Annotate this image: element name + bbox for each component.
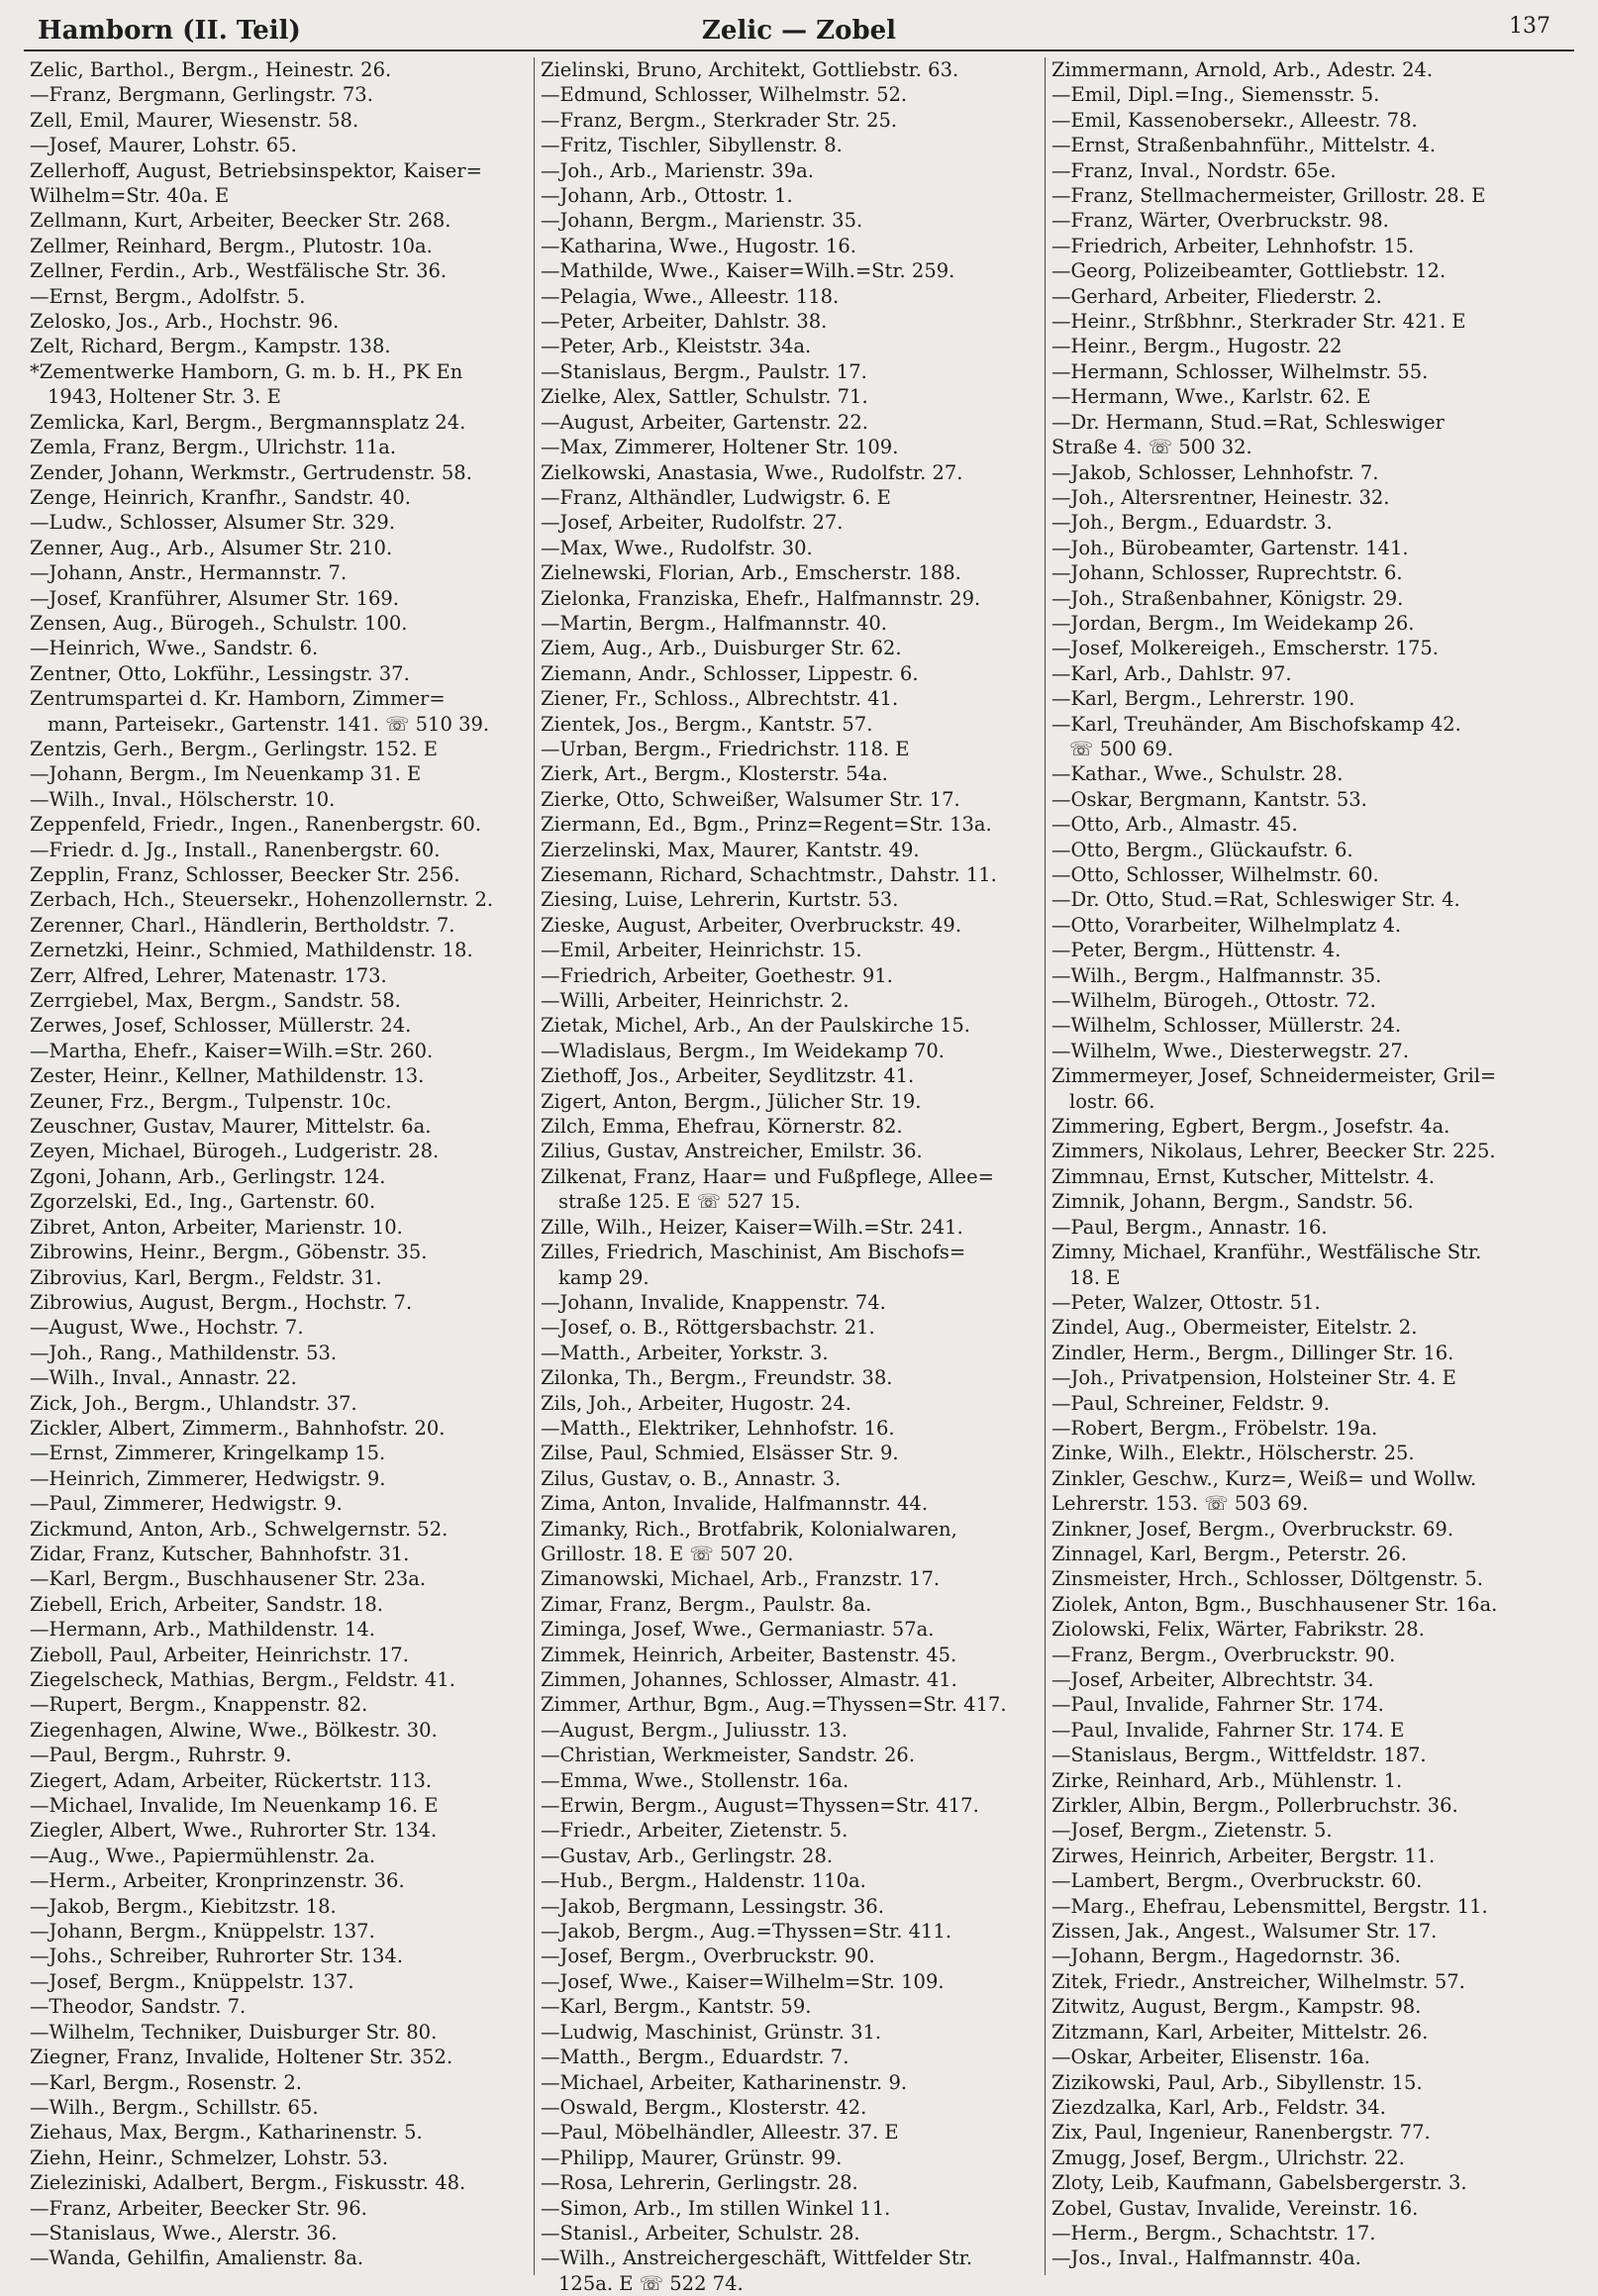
directory-entry: Zigert, Anton, Bergm., Jülicher Str. 19. [541, 1089, 922, 1113]
directory-entry: —Wilhelm, Wwe., Diesterwegstr. 27. [1051, 1039, 1410, 1062]
directory-entry: Zinsmeister, Hrch., Schlosser, Döltgenstr. 5. [1051, 1567, 1483, 1591]
directory-entry: —Matth., Elektriker, Lehnhofstr. 16. [541, 1416, 895, 1440]
directory-entry: Zemlicka, Karl, Bergm., Bergmannsplatz 24. [30, 410, 466, 434]
directory-entry: Zieleziniski, Adalbert, Bergm., Fiskusstr. 48. [30, 2171, 466, 2195]
directory-entry: —Peter, Bergm., Hüttenstr. 4. [1051, 939, 1342, 962]
directory-entry: Zilse, Paul, Schmied, Elsässer Str. 9. [541, 1442, 899, 1465]
directory-entry: Zerr, Alfred, Lehrer, Matenastr. 173. [30, 963, 387, 987]
directory-entry: Zimanowski, Michael, Arb., Franzstr. 17. [541, 1567, 941, 1591]
directory-entry: Ziener, Fr., Schloss., Albrechtstr. 41. [541, 687, 899, 711]
directory-entry: Zindler, Herm., Bergm., Dillinger Str. 16. [1051, 1341, 1454, 1364]
directory-entry: —Otto, Bergm., Glückaufstr. 6. [1051, 838, 1353, 861]
directory-entry: Zimmek, Heinrich, Arbeiter, Bastenstr. 45. [541, 1643, 957, 1666]
directory-entry: Zirke, Reinhard, Arb., Mühlenstr. 1. [1051, 1768, 1403, 1792]
directory-entry: —Friedrich, Arbeiter, Goethestr. 91. [541, 963, 893, 987]
directory-entry: —Peter, Arbeiter, Dahlstr. 38. [541, 310, 828, 334]
directory-entry: —Robert, Bergm., Fröbelstr. 19a. [1051, 1416, 1378, 1440]
directory-entry: —Rosa, Lehrerin, Gerlingstr. 28. [541, 2171, 858, 2195]
directory-entry: Zellerhoff, August, Betriebsinspektor, Kaiser= [30, 158, 482, 182]
directory-entry: Zilles, Friedrich, Maschinist, Am Bischofs= [541, 1241, 966, 1264]
directory-entry: —Karl, Arb., Dahlstr. 97. [1051, 661, 1292, 685]
directory-entry: —Josef, Arbeiter, Rudolfstr. 27. [541, 511, 844, 535]
directory-entry: —Michael, Arbeiter, Katharinenstr. 9. [541, 2070, 908, 2094]
directory-entry: Zilch, Emma, Ehefrau, Körnerstr. 82. [541, 1115, 903, 1139]
directory-entry: —Emma, Wwe., Stollenstr. 16a. [541, 1768, 849, 1792]
directory-entry: Ziehn, Heinr., Schmelzer, Lohstr. 53. [30, 2146, 389, 2169]
directory-entry: —Jakob, Bergmann, Lessingstr. 36. [541, 1894, 884, 1918]
directory-entry: —Josef, o. B., Röttgersbachstr. 21. [541, 1316, 875, 1340]
directory-entry: Zielnewski, Florian, Arb., Emscherstr. 188. [541, 561, 961, 585]
directory-entry: —Joh., Rang., Mathildenstr. 53. [30, 1341, 338, 1364]
directory-entry: —Paul, Invalide, Fahrner Str. 174. E [1051, 1718, 1405, 1742]
directory-entry: —Otto, Vorarbeiter, Wilhelmplatz 4. [1051, 913, 1402, 937]
directory-entry: —Franz, Bergm., Overbruckstr. 90. [1051, 1643, 1396, 1666]
directory-entry: —Joh., Altersrentner, Heinestr. 32. [1051, 485, 1390, 509]
directory-entry: Zimmen, Johannes, Schlosser, Almastr. 41. [541, 1668, 957, 1691]
directory-entry: —Jos., Inval., Halfmannstr. 40a. [1051, 2246, 1361, 2270]
directory-entry: —Oswald, Bergm., Klosterstr. 42. [541, 2095, 867, 2119]
directory-entry: —Oskar, Bergmann, Kantstr. 53. [1051, 787, 1367, 811]
directory-entry: —Wilh., Inval., Hölscherstr. 10. [30, 787, 336, 811]
directory-entry: —Johann, Anstr., Hermannstr. 7. [30, 561, 348, 585]
directory-entry: —Michael, Invalide, Im Neuenkamp 16. E [30, 1794, 439, 1818]
directory-entry: —Franz, Bergm., Sterkrader Str. 25. [541, 108, 898, 132]
directory-entry: Zitzmann, Karl, Arbeiter, Mittelstr. 26. [1051, 2020, 1429, 2044]
directory-entry: Zilus, Gustav, o. B., Annastr. 3. [541, 1466, 842, 1490]
directory-entry: Zentzis, Gerh., Bergm., Gerlingstr. 152. E [30, 737, 438, 760]
directory-entry: 125a. E ☏ 522 74. [558, 2271, 744, 2295]
directory-entry: Zieske, August, Arbeiter, Overbruckstr. 49. [541, 913, 962, 937]
directory-entry: —Edmund, Schlosser, Wilhelmstr. 52. [541, 83, 908, 107]
directory-entry: Zloty, Leib, Kaufmann, Gabelsbergerstr. 3. [1051, 2171, 1467, 2195]
column-1 [24, 57, 535, 2275]
directory-entry: —Simon, Arb., Im stillen Winkel 11. [541, 2196, 891, 2220]
directory-entry: —Aug., Wwe., Papiermühlenstr. 2a. [30, 1844, 376, 1867]
directory-entry: —Peter, Arb., Kleiststr. 34a. [541, 335, 812, 358]
directory-entry: Zimmnau, Ernst, Kutscher, Mittelstr. 4. [1051, 1164, 1436, 1188]
directory-entry: —Josef, Molkereigeh., Emscherstr. 175. [1051, 637, 1440, 660]
directory-entry: Zizikowski, Paul, Arb., Sibyllenstr. 15. [1051, 2070, 1423, 2094]
directory-entry: Zgorzelski, Ed., Ing., Gartenstr. 60. [30, 1190, 376, 1214]
directory-entry: —Stanisl., Arbeiter, Schulstr. 28. [541, 2221, 860, 2245]
directory-entry: Zeyen, Michael, Bürogeh., Ludgeristr. 28. [30, 1140, 440, 1163]
directory-entry: —Franz, Arbeiter, Beecker Str. 96. [30, 2196, 367, 2220]
directory-entry: Ziegelscheck, Mathias, Bergm., Feldstr. 41. [30, 1668, 455, 1691]
directory-entry: —Emil, Dipl.=Ing., Siemensstr. 5. [1051, 83, 1380, 107]
directory-entry: Ziem, Aug., Arb., Duisburger Str. 62. [541, 637, 902, 660]
directory-entry: Zibret, Anton, Arbeiter, Marienstr. 10. [30, 1215, 403, 1239]
directory-entry: —Mathilde, Wwe., Kaiser=Wilh.=Str. 259. [541, 259, 955, 283]
directory-entry: —Katharina, Wwe., Hugostr. 16. [541, 234, 856, 257]
directory-entry: Zelt, Richard, Bergm., Kampstr. 138. [30, 335, 391, 358]
directory-entry: —Ludwig, Maschinist, Grünstr. 31. [541, 2020, 882, 2044]
directory-entry: —Wilh., Bergm., Halfmannstr. 35. [1051, 963, 1382, 987]
directory-entry: Straße 4. ☏ 500 32. [1051, 436, 1252, 459]
directory-entry: Zimmermeyer, Josef, Schneidermeister, Gril= [1051, 1064, 1497, 1088]
directory-entry: Zender, Johann, Werkmstr., Gertrudenstr. 58. [30, 460, 472, 484]
directory-entry: Zibrovius, Karl, Bergm., Feldstr. 31. [30, 1265, 382, 1289]
directory-entry: —Heinr., Bergm., Hugostr. 22 [1051, 335, 1343, 358]
directory-entry: —Wilh., Bergm., Schillstr. 65. [30, 2095, 319, 2119]
directory-entry: Ziermann, Ed., Bgm., Prinz=Regent=Str. 13a. [541, 813, 992, 837]
directory-entry: —Georg, Polizeibeamter, Gottliebstr. 12. [1051, 259, 1447, 283]
directory-entry: Zenge, Heinrich, Kranfhr., Sandstr. 40. [30, 485, 411, 509]
directory-entry: —Matth., Bergm., Eduardstr. 7. [541, 2046, 849, 2069]
directory-entry: Wilhelm=Str. 40a. E [30, 184, 230, 208]
column-3 [1046, 57, 1556, 2275]
directory-entry: —Johann, Bergm., Hagedornstr. 36. [1051, 1945, 1401, 1968]
directory-entry: Zinkler, Geschw., Kurz=, Weiß= und Wollw. [1051, 1466, 1477, 1490]
directory-entry: —Matth., Arbeiter, Yorkstr. 3. [541, 1341, 829, 1364]
directory-entry: —Josef, Arbeiter, Albrechtstr. 34. [1051, 1668, 1374, 1691]
directory-entry: —Franz, Stellmachermeister, Grillostr. 28. E [1051, 184, 1486, 208]
directory-entry: —Hermann, Schlosser, Wilhelmstr. 55. [1051, 359, 1429, 383]
directory-entry: —Franz, Wärter, Overbruckstr. 98. [1051, 209, 1389, 233]
directory-entry: Zepplin, Franz, Schlosser, Beecker Str. 256. [30, 863, 460, 886]
directory-entry: Zobel, Gustav, Invalide, Vereinstr. 16. [1051, 2196, 1419, 2220]
directory-entry: —Jakob, Schlosser, Lehnhofstr. 7. [1051, 460, 1379, 484]
directory-entry: —Martin, Bergm., Halfmannstr. 40. [541, 611, 887, 635]
directory-entry: —Josef, Bergm., Zietenstr. 5. [1051, 1819, 1333, 1843]
directory-entry: —Heinrich, Wwe., Sandstr. 6. [30, 637, 319, 660]
directory-entry: —Karl, Bergm., Kantstr. 59. [541, 1995, 812, 2019]
directory-entry: Zietak, Michel, Arb., An der Paulskirche 15. [541, 1014, 970, 1038]
directory-entry: —Paul, Invalide, Fahrner Str. 174. [1051, 1693, 1384, 1717]
directory-entry: —Emil, Arbeiter, Heinrichstr. 15. [541, 939, 862, 962]
directory-entry: Zierzelinski, Max, Maurer, Kantstr. 49. [541, 838, 920, 861]
directory-entry: —Johann, Bergm., Knüppelstr. 137. [30, 1920, 375, 1944]
directory-entry: —August, Bergm., Juliusstr. 13. [541, 1718, 849, 1742]
directory-entry: Zellmer, Reinhard, Bergm., Plutostr. 10a. [30, 234, 433, 257]
directory-entry: —Franz, Bergmann, Gerlingstr. 73. [30, 83, 373, 107]
directory-entry: —Wilhelm, Techniker, Duisburger Str. 80. [30, 2020, 438, 2044]
directory-entry: —Fritz, Tischler, Sibyllenstr. 8. [541, 134, 843, 157]
directory-entry: Zielke, Alex, Sattler, Schulstr. 71. [541, 385, 868, 409]
directory-entry: Ziolek, Anton, Bgm., Buschhausener Str. 16a. [1051, 1592, 1498, 1616]
directory-entry: —Max, Wwe., Rudolfstr. 30. [541, 536, 813, 559]
directory-entry: —Ernst, Straßenbahnführ., Mittelstr. 4. [1051, 134, 1437, 157]
directory-entry: —Gustav, Arb., Gerlingstr. 28. [541, 1844, 834, 1867]
directory-entry: —Stanislaus, Wwe., Alerstr. 36. [30, 2221, 338, 2245]
directory-entry: —Johann, Bergm., Marienstr. 35. [541, 209, 863, 233]
directory-entry: *Zementwerke Hamborn, G. m. b. H., PK En [30, 359, 463, 383]
directory-entry: straße 125. E ☏ 527 15. [558, 1190, 801, 1214]
directory-entry: Zelic, Barthol., Bergm., Heinestr. 26. [30, 58, 392, 81]
directory-entry: Ziethoff, Jos., Arbeiter, Seydlitzstr. 41. [541, 1064, 915, 1088]
directory-entry: Zell, Emil, Maurer, Wiesenstr. 58. [30, 108, 359, 132]
directory-entry: Zeuschner, Gustav, Maurer, Mittelstr. 6a. [30, 1115, 432, 1139]
directory-entry: —Theodor, Sandstr. 7. [30, 1995, 247, 2019]
directory-entry: Ziehaus, Max, Bergm., Katharinenstr. 5. [30, 2121, 423, 2145]
directory-entry: —Jakob, Bergm., Kiebitzstr. 18. [30, 1894, 337, 1918]
directory-entry: —Otto, Schlosser, Wilhelmstr. 60. [1051, 863, 1379, 886]
directory-entry: Zierk, Art., Bergm., Klosterstr. 54a. [541, 762, 888, 786]
directory-entry: Zissen, Jak., Angest., Walsumer Str. 17. [1051, 1920, 1438, 1944]
directory-entry: Ziolowski, Felix, Wärter, Fabrikstr. 28. [1051, 1618, 1425, 1642]
directory-entry: Zimmer, Arthur, Bgm., Aug.=Thyssen=Str. 417. [541, 1693, 1007, 1717]
directory-entry: Zenner, Aug., Arb., Alsumer Str. 210. [30, 536, 393, 559]
directory-entry: —Marg., Ehefrau, Lebensmittel, Bergstr. 11. [1051, 1894, 1488, 1918]
directory-entry: Zemla, Franz, Bergm., Ulrichstr. 11a. [30, 436, 397, 459]
directory-entry: Zick, Joh., Bergm., Uhlandstr. 37. [30, 1391, 357, 1415]
directory-entry: —Jakob, Bergm., Aug.=Thyssen=Str. 411. [541, 1920, 952, 1944]
directory-entry: —Wilh., Inval., Annastr. 22. [30, 1366, 297, 1390]
directory-entry: Zille, Wilh., Heizer, Kaiser=Wilh.=Str. 241. [541, 1215, 963, 1239]
directory-entry: Zibrowins, Heinr., Bergm., Göbenstr. 35. [30, 1241, 428, 1264]
directory-entry: Ziezdzalka, Karl, Arb., Feldstr. 34. [1051, 2095, 1386, 2119]
directory-entry: Zickmund, Anton, Arb., Schwelgernstr. 52. [30, 1517, 449, 1541]
directory-entry: —Herm., Bergm., Schachtstr. 17. [1051, 2221, 1376, 2245]
directory-entry: —Friedr., Arbeiter, Zietenstr. 5. [541, 1819, 849, 1843]
directory-entry: —Christian, Werkmeister, Sandstr. 26. [541, 1744, 916, 1767]
directory-entry: —Peter, Walzer, Ottostr. 51. [1051, 1290, 1321, 1314]
directory-entry: Zielkowski, Anastasia, Wwe., Rudolfstr. 27. [541, 460, 963, 484]
directory-entry: Zitek, Friedr., Anstreicher, Wilhelmstr. 57. [1051, 1969, 1465, 1993]
directory-entry: —Karl, Bergm., Lehrerstr. 190. [1051, 687, 1355, 711]
directory-entry: —Friedrich, Arbeiter, Lehnhofstr. 15. [1051, 234, 1415, 257]
directory-entry: —Ernst, Bergm., Adolfstr. 5. [30, 284, 306, 308]
directory-entry: —Wilh., Anstreichergeschäft, Wittfelder Str. [541, 2246, 973, 2270]
directory-entry: Zelosko, Jos., Arb., Hochstr. 96. [30, 310, 340, 334]
directory-entry: Zindel, Aug., Obermeister, Eitelstr. 2. [1051, 1316, 1418, 1340]
directory-entry: —Paul, Bergm., Ruhrstr. 9. [30, 1744, 292, 1767]
directory-entry: —Friedr. d. Jg., Install., Ranenbergstr. 60. [30, 838, 441, 861]
directory-entry: —Stanislaus, Bergm., Paulstr. 17. [541, 359, 867, 383]
directory-entry: —Ernst, Zimmerer, Kringelkamp 15. [30, 1442, 386, 1465]
directory-entry: —Joh., Arb., Marienstr. 39a. [541, 158, 814, 182]
directory-entry: ☏ 500 69. [1069, 737, 1174, 760]
directory-entry: Zeppenfeld, Friedr., Ingen., Ranenbergstr. 60. [30, 813, 482, 837]
directory-entry: —Heinr., Strßbhnr., Sterkrader Str. 421. E [1051, 310, 1466, 334]
directory-entry: —Paul, Möbelhändler, Alleestr. 37. E [541, 2121, 899, 2145]
directory-entry: —Johann, Arb., Ottostr. 1. [541, 184, 793, 208]
page-number: 137 [1509, 14, 1550, 39]
directory-entry: —Otto, Arb., Almastr. 45. [1051, 813, 1298, 837]
directory-entry: Zieboll, Paul, Arbeiter, Heinrichstr. 17. [30, 1643, 409, 1666]
directory-entry: Zinkner, Josef, Bergm., Overbruckstr. 69. [1051, 1517, 1454, 1541]
directory-entry: Zerwes, Josef, Schlosser, Müllerstr. 24. [30, 1014, 412, 1038]
directory-entry: —Jordan, Bergm., Im Weidekamp 26. [1051, 611, 1415, 635]
directory-entry: —Joh., Bergm., Eduardstr. 3. [1051, 511, 1333, 535]
directory-entry: —Oskar, Arbeiter, Elisenstr. 16a. [1051, 2046, 1370, 2069]
directory-entry: Zentrumspartei d. Kr. Hamborn, Zimmer= [30, 687, 446, 711]
directory-entry: —Joh., Straßenbahner, Königstr. 29. [1051, 586, 1404, 610]
running-head-center: Zelic — Zobel [701, 16, 897, 46]
directory-entry: Zinnagel, Karl, Bergm., Peterstr. 26. [1051, 1542, 1408, 1565]
directory-entry: —Wladislaus, Bergm., Im Weidekamp 70. [541, 1039, 945, 1062]
column-2 [535, 57, 1046, 2295]
directory-entry: Zeuner, Frz., Bergm., Tulpenstr. 10c. [30, 1089, 392, 1113]
directory-entry: —Johann, Schlosser, Ruprechtstr. 6. [1051, 561, 1403, 585]
directory-entry: —Paul, Zimmerer, Hedwigstr. 9. [30, 1492, 343, 1516]
directory-entry: Grillostr. 18. E ☏ 507 20. [541, 1542, 794, 1565]
directory-entry: —Joh., Privatpension, Holsteiner Str. 4. E [1051, 1366, 1456, 1390]
directory-entry: —Johann, Invalide, Knappenstr. 74. [541, 1290, 886, 1314]
directory-entry: —August, Arbeiter, Gartenstr. 22. [541, 410, 868, 434]
directory-entry: —Urban, Bergm., Friedrichstr. 118. E [541, 737, 910, 760]
directory-entry: Zinke, Wilh., Elektr., Hölscherstr. 25. [1051, 1442, 1415, 1465]
directory-entry: Zilius, Gustav, Anstreicher, Emilstr. 36. [541, 1140, 923, 1163]
directory-entry: —Heinrich, Zimmerer, Hedwigstr. 9. [30, 1466, 386, 1490]
directory-entry: —Max, Zimmerer, Holtener Str. 109. [541, 436, 899, 459]
directory-entry: —Hermann, Wwe., Karlstr. 62. E [1051, 385, 1371, 409]
directory-entry: —Kathar., Wwe., Schulstr. 28. [1051, 762, 1344, 786]
directory-entry: Ziegler, Albert, Wwe., Ruhrorter Str. 134. [30, 1819, 438, 1843]
directory-entry: Zimmers, Nikolaus, Lehrer, Beecker Str. 225. [1051, 1140, 1496, 1163]
directory-entry: —Ludw., Schlosser, Alsumer Str. 329. [30, 511, 396, 535]
directory-entry: —Franz, Inval., Nordstr. 65e. [1051, 158, 1337, 182]
directory-entry: —Gerhard, Arbeiter, Fliederstr. 2. [1051, 284, 1382, 308]
directory-entry: —Dr. Hermann, Stud.=Rat, Schleswiger [1051, 410, 1445, 434]
directory-entry: kamp 29. [558, 1265, 649, 1289]
directory-entry: —Lambert, Bergm., Overbruckstr. 60. [1051, 1869, 1423, 1893]
directory-entry: —Pelagia, Wwe., Alleestr. 118. [541, 284, 840, 308]
directory-entry: Zentner, Otto, Lokführ., Lessingstr. 37. [30, 661, 410, 685]
directory-entry: Zickler, Albert, Zimmerm., Bahnhofstr. 20. [30, 1416, 446, 1440]
directory-entry: —Karl, Bergm., Buschhausener Str. 23a. [30, 1567, 427, 1591]
directory-entry: Zidar, Franz, Kutscher, Bahnhofstr. 31. [30, 1542, 410, 1565]
directory-entry: —Paul, Schreiner, Feldstr. 9. [1051, 1391, 1330, 1415]
directory-entry: Zerbach, Hch., Steuersekr., Hohenzollernstr. 2. [30, 888, 494, 912]
directory-entry: —Johann, Bergm., Im Neuenkamp 31. E [30, 762, 422, 786]
directory-entry: —Joh., Bürobeamter, Gartenstr. 141. [1051, 536, 1409, 559]
directory-entry: Zix, Paul, Ingenieur, Ranenbergstr. 77. [1051, 2121, 1431, 2145]
directory-entry: Ziesemann, Richard, Schachtmstr., Dahstr. 11. [541, 863, 997, 886]
directory-entry: Zellner, Ferdin., Arb., Westfälische Str. 36. [30, 259, 448, 283]
directory-entry: Ziebell, Erich, Arbeiter, Sandstr. 18. [30, 1592, 383, 1616]
directory-entry: —Josef, Bergm., Knüppelstr. 137. [30, 1969, 354, 1993]
directory-entry: Zimnik, Johann, Bergm., Sandstr. 56. [1051, 1190, 1414, 1214]
directory-entry: —Wilhelm, Schlosser, Müllerstr. 24. [1051, 1014, 1402, 1038]
directory-entry: —Rupert, Bergm., Knappenstr. 82. [30, 1693, 368, 1717]
directory-entry: —Wanda, Gehilfin, Amalienstr. 8a. [30, 2246, 364, 2270]
directory-entry: —Hermann, Arb., Mathildenstr. 14. [30, 1618, 375, 1642]
directory-entry: Zgoni, Johann, Arb., Gerlingstr. 124. [30, 1164, 386, 1188]
directory-entry: Zierke, Otto, Schweißer, Walsumer Str. 17. [541, 787, 960, 811]
directory-entry: —Josef, Bergm., Overbruckstr. 90. [541, 1945, 875, 1968]
directory-entry: —Wilhelm, Bürogeh., Ottostr. 72. [1051, 989, 1376, 1013]
directory-entry: 18. E [1069, 1265, 1121, 1289]
directory-entry: Zilonka, Th., Bergm., Freundstr. 38. [541, 1366, 893, 1390]
directory-entry: Zimar, Franz, Bergm., Paulstr. 8a. [541, 1592, 872, 1616]
directory-entry: Zmugg, Josef, Bergm., Ulrichstr. 22. [1051, 2146, 1405, 2169]
directory-entry: —Johs., Schreiber, Ruhrorter Str. 134. [30, 1945, 404, 1968]
directory-entry: lostr. 66. [1069, 1089, 1155, 1113]
directory-entry: —Dr. Otto, Stud.=Rat, Schleswiger Str. 4. [1051, 888, 1460, 912]
directory-entry: —Philipp, Maurer, Grünstr. 99. [541, 2146, 843, 2169]
directory-entry: Ziegner, Franz, Invalide, Holtener Str. 352. [30, 2046, 453, 2069]
directory-entry: —August, Wwe., Hochstr. 7. [30, 1316, 304, 1340]
directory-entry: Zester, Heinr., Kellner, Mathildenstr. 13. [30, 1064, 425, 1088]
directory-entry: Zimny, Michael, Kranführ., Westfälische Str. [1051, 1241, 1482, 1264]
directory-entry: —Franz, Althändler, Ludwigstr. 6. E [541, 485, 891, 509]
directory-entry: 1943, Holtener Str. 3. E [48, 385, 281, 409]
running-head-left: Hamborn (II. Teil) [38, 16, 301, 46]
directory-entry: Zimmermann, Arnold, Arb., Adestr. 24. [1051, 58, 1434, 81]
directory-entry: Zimanky, Rich., Brotfabrik, Kolonialwaren, [541, 1517, 957, 1541]
directory-entry: —Josef, Maurer, Lohstr. 65. [30, 134, 297, 157]
directory-entry: mann, Parteisekr., Gartenstr. 141. ☏ 510 39. [48, 712, 490, 736]
directory-entry: Ziegenhagen, Alwine, Wwe., Bölkestr. 30. [30, 1718, 438, 1742]
directory-entry: Zientek, Jos., Bergm., Kantstr. 57. [541, 712, 873, 736]
directory-entry: —Herm., Arbeiter, Kronprinzenstr. 36. [30, 1869, 405, 1893]
directory-entry: —Erwin, Bergm., August=Thyssen=Str. 417. [541, 1794, 979, 1818]
entry-columns [24, 57, 1574, 2295]
directory-entry: Zilkenat, Franz, Haar= und Fußpflege, Allee= [541, 1164, 994, 1188]
directory-entry: —Paul, Bergm., Annastr. 16. [1051, 1215, 1328, 1239]
directory-entry: —Hub., Bergm., Haldenstr. 110a. [541, 1869, 866, 1893]
page-header [24, 10, 1574, 51]
directory-entry: Ziegert, Adam, Arbeiter, Rückertstr. 113. [30, 1768, 433, 1792]
directory-entry: Zitwitz, August, Bergm., Kampstr. 98. [1051, 1995, 1422, 2019]
directory-entry: —Stanislaus, Bergm., Wittfeldstr. 187. [1051, 1744, 1427, 1767]
directory-entry: Ziemann, Andr., Schlosser, Lippestr. 6. [541, 661, 919, 685]
directory-entry: Zerenner, Charl., Händlerin, Bertholdstr. 7. [30, 913, 455, 937]
directory-entry: Zensen, Aug., Bürogeh., Schulstr. 100. [30, 611, 408, 635]
directory-entry: Zirwes, Heinrich, Arbeiter, Bergstr. 11. [1051, 1844, 1436, 1867]
directory-entry: —Josef, Kranführer, Alsumer Str. 169. [30, 586, 399, 610]
directory-entry: —Willi, Arbeiter, Heinrichstr. 2. [541, 989, 849, 1013]
directory-entry: Zibrowius, August, Bergm., Hochstr. 7. [30, 1290, 413, 1314]
directory-entry: Lehrerstr. 153. ☏ 503 69. [1051, 1492, 1309, 1516]
directory-entry: Zils, Joh., Arbeiter, Hugostr. 24. [541, 1391, 851, 1415]
directory-entry: —Josef, Wwe., Kaiser=Wilhelm=Str. 109. [541, 1969, 945, 1993]
directory-entry: Zima, Anton, Invalide, Halfmannstr. 44. [541, 1492, 929, 1516]
directory-entry: Zellmann, Kurt, Arbeiter, Beecker Str. 268. [30, 209, 451, 233]
directory-entry: —Karl, Treuhänder, Am Bischofskamp 42. [1051, 712, 1461, 736]
directory-entry: Zimmering, Egbert, Bergm., Josefstr. 4a. [1051, 1115, 1450, 1139]
directory-entry: Zirkler, Albin, Bergm., Pollerbruchstr. 36. [1051, 1794, 1458, 1818]
directory-entry: Zielonka, Franziska, Ehefr., Halfmannstr. 29. [541, 586, 981, 610]
directory-entry: Ziesing, Luise, Lehrerin, Kurtstr. 53. [541, 888, 899, 912]
directory-entry: Ziminga, Josef, Wwe., Germaniastr. 57a. [541, 1618, 935, 1642]
directory-entry: Zerrgiebel, Max, Bergm., Sandstr. 58. [30, 989, 401, 1013]
directory-entry: —Karl, Bergm., Rosenstr. 2. [30, 2070, 302, 2094]
directory-entry: —Martha, Ehefr., Kaiser=Wilh.=Str. 260. [30, 1039, 434, 1062]
directory-entry: Zielinski, Bruno, Architekt, Gottliebstr. 63. [541, 58, 959, 81]
directory-entry: Zernetzki, Heinr., Schmied, Mathildenstr. 18. [30, 939, 473, 962]
directory-entry: —Emil, Kassenobersekr., Alleestr. 78. [1051, 108, 1418, 132]
